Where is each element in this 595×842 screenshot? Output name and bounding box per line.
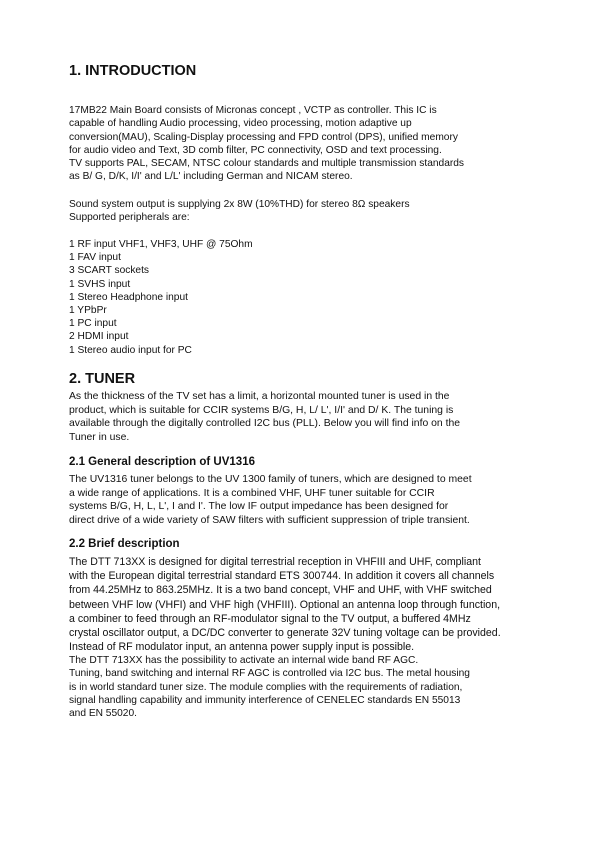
list-item: 1 SVHS input <box>69 278 131 290</box>
list-item: 3 SCART sockets <box>69 265 150 277</box>
text-line: direct drive of a wide variety of SAW filters with sufficient suppression of triple transient. <box>69 514 470 526</box>
text-line: with the European digital terrestrial standard ETS 300744. In addition it covers all channels <box>69 570 495 583</box>
text-line: The DTT 713XX has the possibility to activate an internal wide band RF AGC. <box>69 655 419 666</box>
peripherals-list <box>69 238 253 357</box>
text-line: from 44.25MHz to 863.25MHz. It is a two band concept, VHF and UHF, with VHF switched <box>69 584 492 597</box>
text-line: crystal oscillator output, a DC/DC converter to generate 32V tuning voltage can be provided. <box>69 627 501 640</box>
brief-description-paragraph <box>69 555 501 654</box>
list-item: 1 RF input VHF1, VHF3, UHF @ 75Ohm <box>69 239 253 250</box>
text-line: systems B/G, H, L, L', I and I'. The low IF output impedance has been designed for <box>69 501 449 512</box>
text-line: product, which is suitable for CCIR systems B/G, H, L/ L', I/I' and D/ K. The tuning is <box>69 404 454 416</box>
general-description-paragraph <box>69 473 472 527</box>
text-line: The DTT 713XX is designed for digital terrestrial reception in VHFIII and UHF, compliant <box>69 556 481 568</box>
text-line: Supported peripherals are: <box>69 212 190 224</box>
text-line: conversion(MAU), Scaling-Display processing and FPD control (DPS), unified memory <box>69 131 458 143</box>
text-line: Tuning, band switching and internal RF AGC is controlled via I2C bus. The metal housing <box>69 668 470 680</box>
text-line: is in world standard tuner size. The module complies with the requirements of radiation, <box>69 681 463 693</box>
text-line: and EN 55020. <box>69 708 137 720</box>
brief-description-paragraph-2 <box>69 654 470 720</box>
text-line: 17MB22 Main Board consists of Micronas concept , VCTP as controller. This IC is <box>69 105 437 116</box>
intro-heading: 1. INTRODUCTION <box>69 63 197 79</box>
list-item: 1 Stereo Headphone input <box>69 291 188 303</box>
text-line: available through the digitally controlled I2C bus (PLL). Below you will find info on the <box>69 418 461 429</box>
text-line: capable of handling Audio processing, video processing, motion adaptive up <box>69 118 412 130</box>
text-line: as B/ G, D/K, I/I' and L/L' including German and NICAM stereo. <box>69 171 353 183</box>
text-line: for audio video and Text, 3D comb filter, PC connectivity, OSD and text processing. <box>69 144 442 156</box>
text-line: Instead of RF modulator input, an antenna power supply input is possible. <box>69 641 415 654</box>
text-line: a wide range of applications. It is a combined VHF, UHF tuner suitable for CCIR <box>69 487 435 499</box>
text-line: As the thickness of the TV set has a limit, a horizontal mounted tuner is used in the <box>69 391 450 402</box>
sound-paragraph <box>69 198 410 225</box>
text-line: TV supports PAL, SECAM, NTSC colour standards and multiple transmission standards <box>69 158 465 170</box>
intro-paragraph <box>69 104 464 184</box>
list-item: 2 HDMI input <box>69 331 129 343</box>
text-line: signal handling capability and immunity interference of CENELEC standards EN 55013 <box>69 694 461 706</box>
general-description-heading: 2.1 General description of UV1316 <box>69 456 255 468</box>
text-line: Sound system output is supplying 2x 8W (10%THD) for stereo 8Ω speakers <box>69 199 410 210</box>
list-item: 1 YPbPr <box>69 305 107 317</box>
list-item: 1 FAV input <box>69 252 121 264</box>
text-line: Tuner in use. <box>69 431 130 443</box>
tuner-paragraph <box>69 390 460 444</box>
list-item: 1 Stereo audio input for PC <box>69 344 192 356</box>
tuner-heading: 2. TUNER <box>69 371 136 387</box>
list-item: 1 PC input <box>69 318 117 330</box>
brief-description-heading: 2.2 Brief description <box>69 538 180 550</box>
text-line: The UV1316 tuner belongs to the UV 1300 family of tuners, which are designed to meet <box>69 474 472 485</box>
text-line: between VHF low (VHFI) and VHF high (VHFIII). Optional an antenna loop through function, <box>69 598 501 611</box>
text-line: a combiner to feed through an RF-modulator signal to the TV output, a buffered 4MHz <box>69 612 471 625</box>
